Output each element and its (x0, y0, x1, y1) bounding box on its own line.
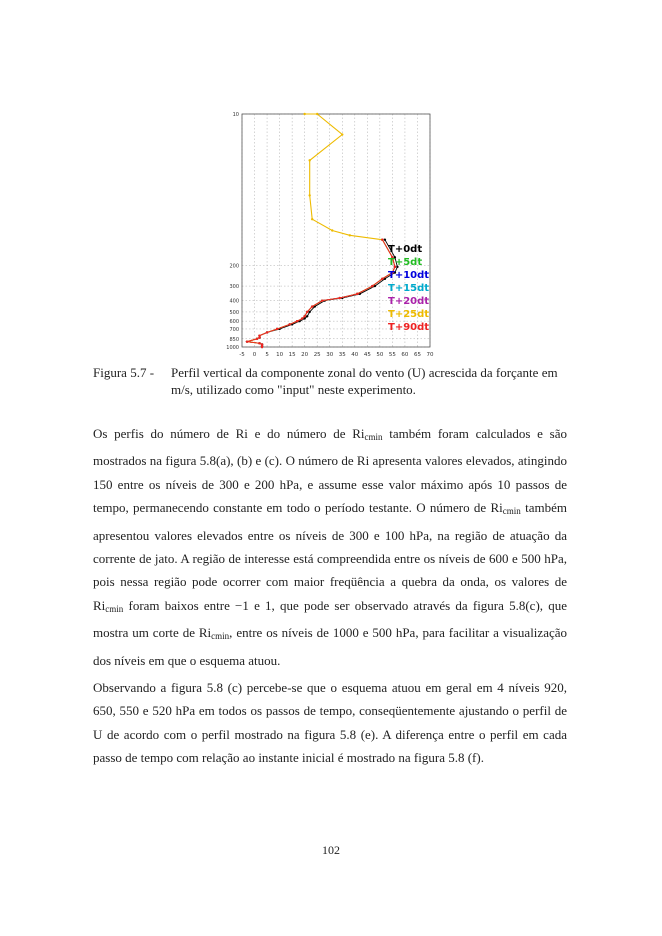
data-point (306, 311, 308, 313)
chart-legend (388, 244, 429, 333)
data-point (381, 239, 383, 241)
data-point (303, 113, 305, 115)
y-tick-label: 200 (229, 263, 239, 270)
x-tick-label: 35 (338, 352, 346, 358)
p1-text-d: foram baixos entre −1 e 1, que pode ser observado através da figura 5.8(c), que mostra um corte de Ri (93, 597, 567, 641)
series-line-T-0dt (247, 240, 397, 347)
p1-sub-4: cmin (211, 631, 230, 642)
p1-text-a: Os perfis do número de Ri e do número de Ri (93, 426, 365, 441)
data-point (296, 320, 298, 322)
y-tick-label: 10 (232, 112, 239, 118)
data-point (311, 218, 313, 220)
data-point (316, 113, 318, 115)
chart-series (246, 113, 399, 348)
y-tick-label: 300 (229, 284, 239, 291)
data-point (276, 328, 278, 330)
x-tick-label: 45 (363, 352, 371, 358)
data-point (371, 285, 373, 287)
data-point (256, 338, 258, 340)
legend-entry: T+10dt (388, 270, 430, 281)
data-point (266, 331, 268, 333)
data-point (339, 297, 341, 299)
legend-entry: T+90dt (388, 322, 430, 333)
series-line-T-5dt (247, 240, 395, 347)
p1-sub-2: cmin (502, 506, 521, 517)
data-point (331, 229, 333, 231)
p1-text-e: , entre os níveis de 1000 e 500 hPa, para facilitar a visualização dos níveis em que o esquema atuou. (93, 625, 568, 668)
y-tick-label: 500 (229, 309, 239, 316)
paragraph-ri-profiles (93, 422, 567, 672)
data-point (311, 305, 313, 307)
data-point (308, 311, 310, 313)
y-tick-label: 850 (229, 336, 239, 343)
series-line-T-10dt (247, 240, 395, 347)
caption-label: Figura 5.7 - (93, 365, 155, 380)
p1-sub-1: cmin (364, 432, 383, 442)
paragraph-scheme-levels: Observando a figura 5.8 (c) percebe-se que o esquema atuou em geral em 4 níveis 920, 650, 550 e 520 hPa em todos os passos de tempo, conseqüentemente ajustando o perfil de U de acordo com o perfil mostrado na figura 5.8 (e). A diferença entre o perfil em cada passo de tempo com relação ao instante inicial é mostrado na figura 5.8 (f). (93, 680, 567, 766)
data-point (261, 346, 263, 348)
x-tick-label: 60 (401, 352, 409, 358)
legend-entry: T+0dt (388, 244, 423, 255)
x-tick-label: 70 (426, 352, 434, 358)
legend-entry: T+15dt (388, 283, 430, 294)
data-point (308, 159, 310, 161)
data-point (258, 342, 260, 344)
x-tick-label: 10 (276, 352, 284, 358)
x-tick-label: 50 (376, 352, 384, 358)
x-tick-label: -5 (239, 352, 245, 358)
wind-profile-figure (225, 102, 435, 360)
y-tick-label: 1000 (226, 345, 239, 351)
x-tick-label: 0 (252, 352, 257, 358)
p1-text-c: também apresentou valores elevados entre os níveis de 300 e 100 hPa, na região de atuação da corrente de jato. A região de interesse está compreendida entre os níveis de 600 e 500 hPa, pois nessa região pode ocorrer com maior freqüência a quebra da onda, os valores de Ri (93, 500, 567, 613)
y-tick-label: 700 (229, 326, 239, 333)
x-tick-label: 55 (388, 352, 396, 358)
x-tick-label: 5 (265, 352, 269, 358)
p1-sub-3: cmin (105, 603, 124, 614)
data-point (288, 323, 290, 325)
series-line-T-90dt (247, 240, 395, 347)
data-point (303, 315, 305, 317)
data-point (349, 234, 351, 236)
y-tick-label: 400 (229, 298, 239, 305)
p1-text-b: também foram calculados e são mostrados na figura 5.8(a), (b) e (c). O número de Ri apresenta valores elevados, atingindo 150 entre os níveis de 300 e 200 hPa, e assume esse valor máximo após 10 passos de tempo, permanecendo constante em todo o período testante. O número de Ri (93, 426, 567, 516)
figure-caption (93, 364, 573, 398)
y-tick-label: 600 (229, 319, 239, 326)
data-point (258, 336, 260, 338)
data-point (356, 293, 358, 295)
data-point (246, 340, 248, 342)
series-line-T-15dt (247, 240, 395, 347)
legend-entry: T+25dt (388, 309, 430, 320)
wind-profile-chart (225, 102, 435, 360)
data-point (306, 315, 308, 317)
x-tick-label: 40 (351, 352, 359, 358)
data-point (321, 299, 323, 301)
caption-line-2: m/s, utilizado como "input" neste experimento. (171, 382, 416, 397)
legend-entry: T+5dt (388, 257, 423, 268)
data-point (381, 278, 383, 280)
legend-entry: T+20dt (388, 296, 430, 307)
series-line-T-20dt (247, 240, 395, 347)
caption-line-1: Perfil vertical da componente zonal do vento (U) acrescida da forçante em (171, 365, 558, 380)
x-tick-label: 20 (301, 352, 309, 358)
x-tick-label: 15 (288, 352, 296, 358)
data-point (301, 317, 303, 319)
page-number: 102 (322, 843, 340, 857)
data-point (341, 133, 343, 135)
x-tick-label: 30 (326, 352, 334, 358)
data-point (384, 239, 386, 241)
x-tick-label: 65 (413, 352, 421, 358)
x-tick-label: 25 (313, 352, 321, 358)
data-point (308, 194, 310, 196)
